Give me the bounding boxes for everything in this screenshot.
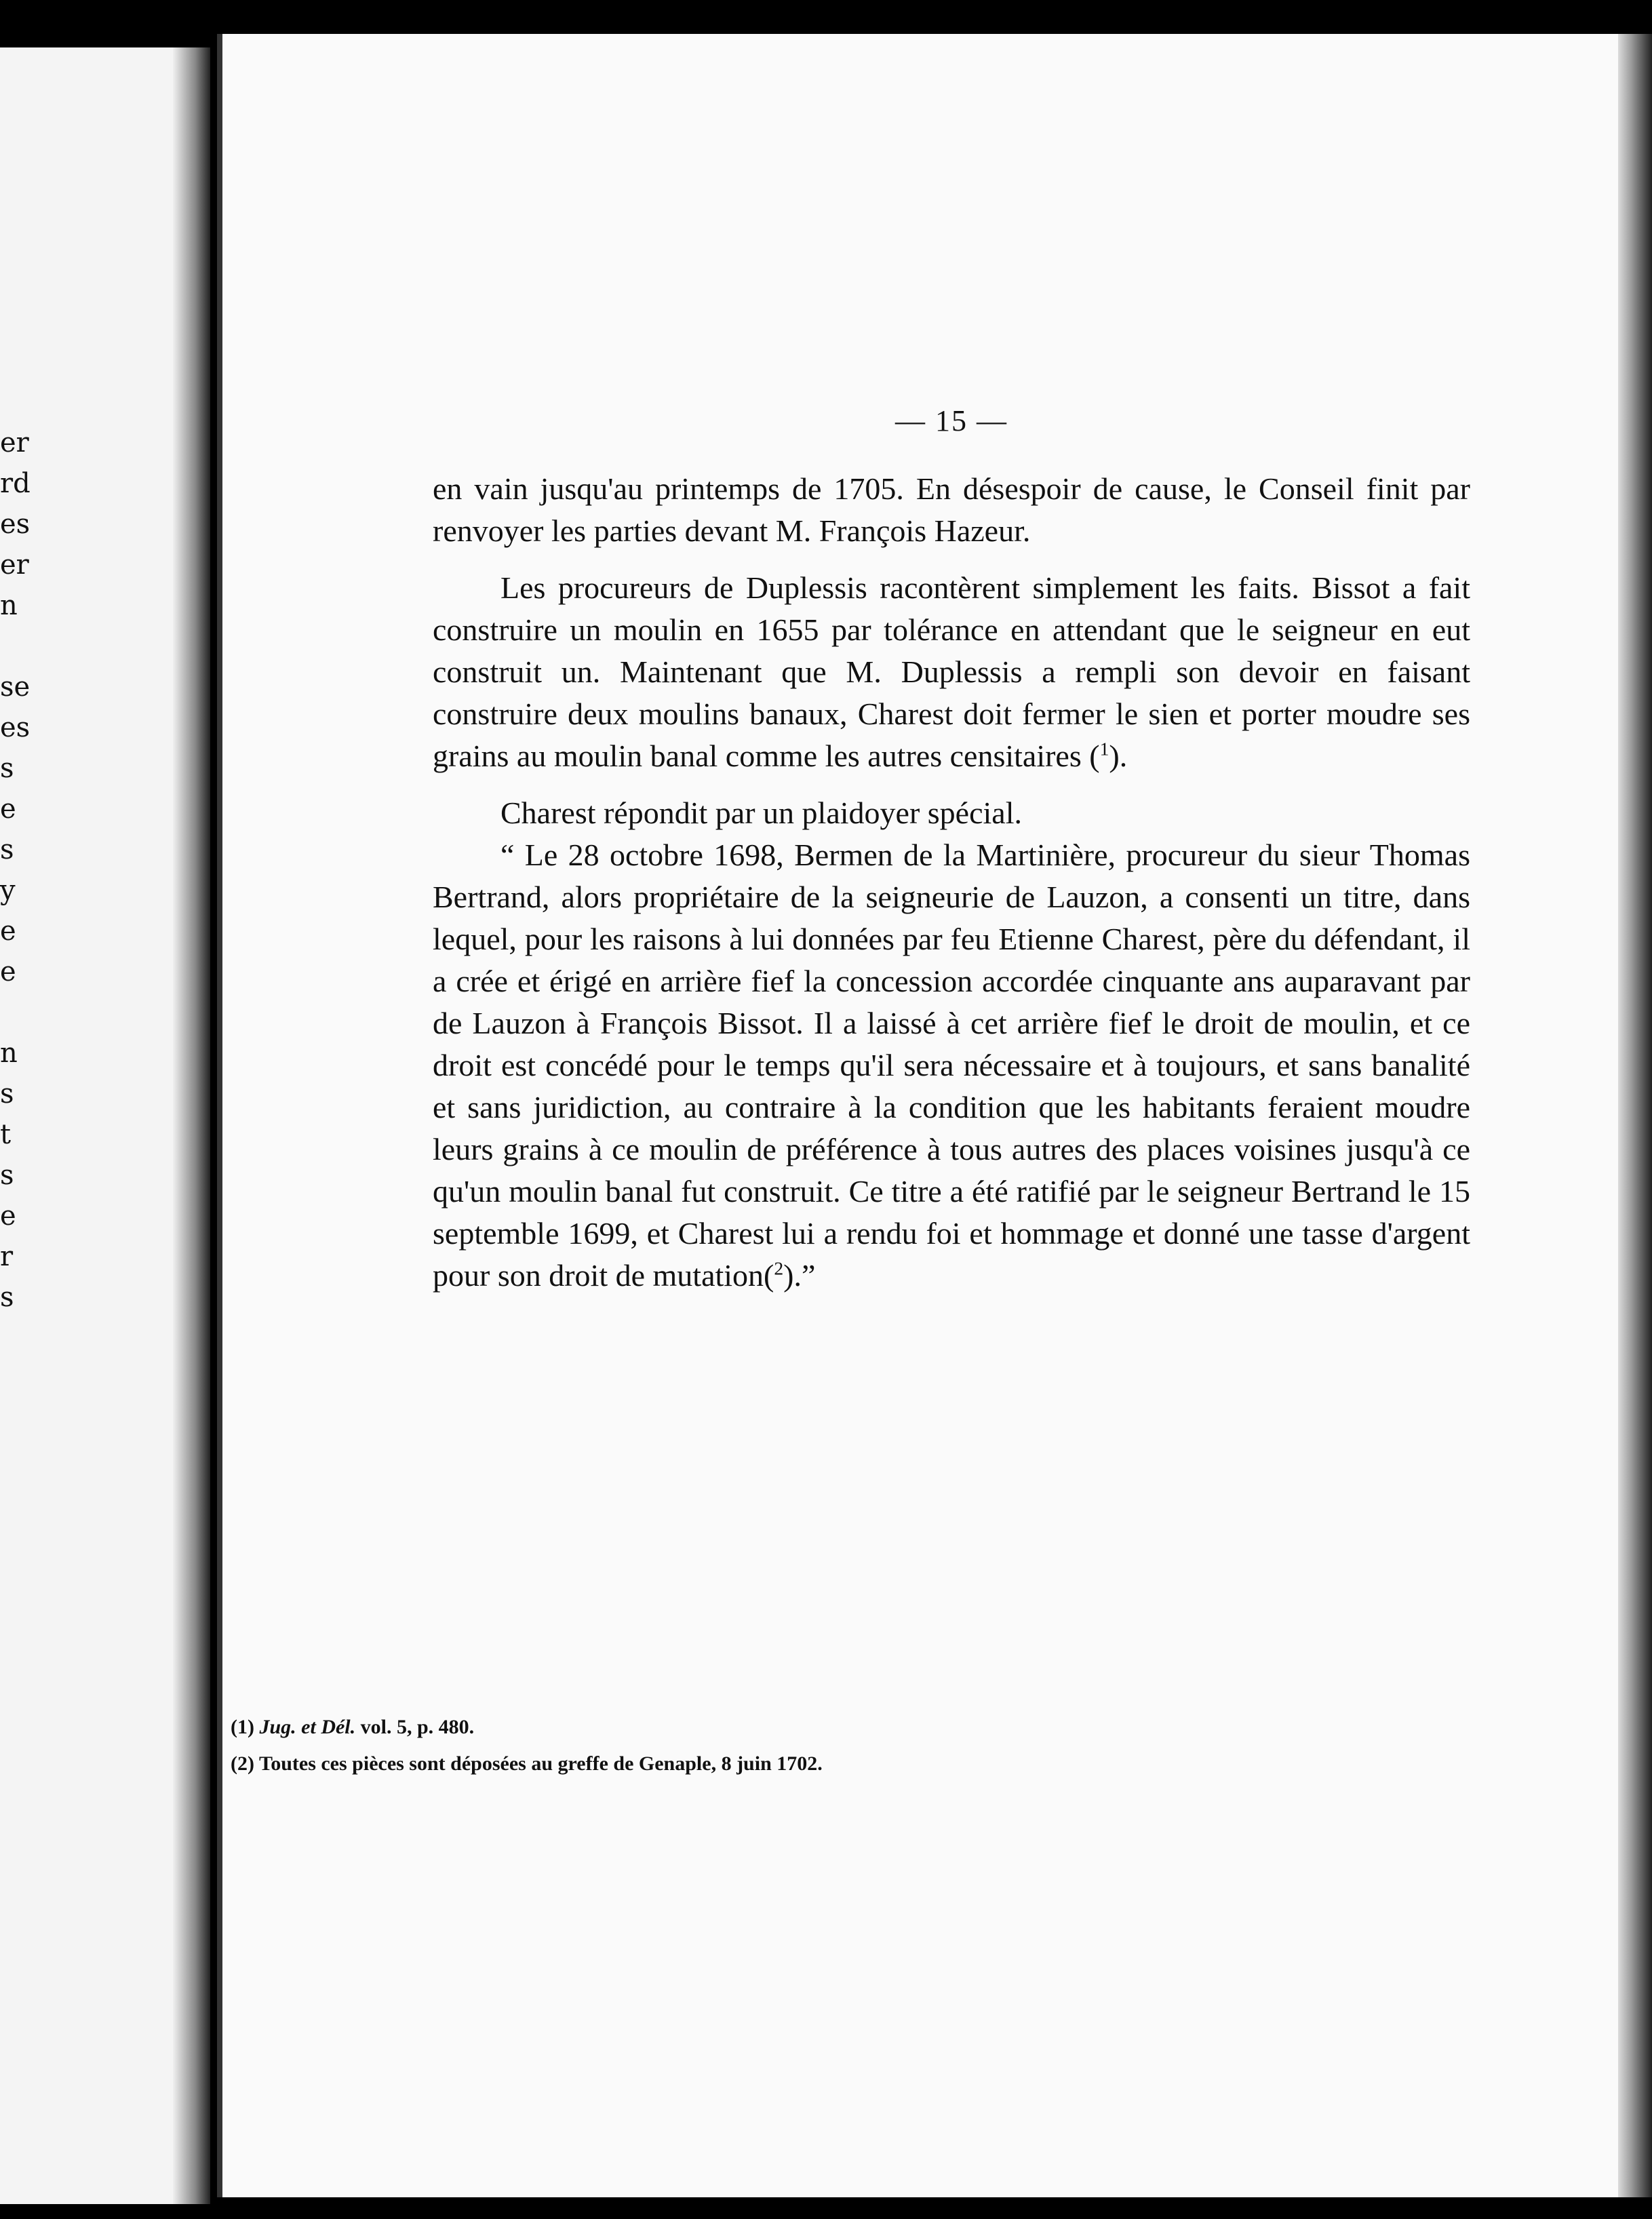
- left-fragment: er: [0, 549, 29, 581]
- footnote-italic: Jug. et Dél.: [259, 1716, 356, 1738]
- left-fragment: s: [0, 1078, 14, 1110]
- paragraph-text: Charest répondit par un plaidoyer spécial.: [500, 796, 1022, 830]
- left-fragment: e: [0, 956, 16, 987]
- left-fragment: s: [0, 1282, 14, 1313]
- left-fragment: rd: [0, 468, 31, 499]
- paragraph-3: [433, 792, 1470, 834]
- paragraph-1: [433, 468, 1470, 552]
- footnote-2: [231, 1746, 1248, 1782]
- paragraph-text: en vain jusqu'au printemps de 1705. En désespoir de cause, le Conseil finit par renvoyer les parties devant M. François Hazeur.: [433, 471, 1470, 548]
- footnotes: [231, 1709, 1248, 1782]
- footnote-1: [231, 1709, 1248, 1746]
- page-edge-shadow: [1618, 34, 1652, 2197]
- left-fragment: e: [0, 1200, 16, 1232]
- footnote-reference: 2: [774, 1257, 784, 1279]
- left-fragment: s: [0, 753, 14, 784]
- paragraph-4: [433, 834, 1470, 1297]
- paragraph-text: Les procureurs de Duplessis racontèrent simplement les faits. Bissot a fait construire un moulin en 1655 par tolérance en attendant que le seigneur en eut construit un. Maintenant que M. Duplessis a rempli son devoir en faisant construire deux moulins banaux, Charest doit fermer le sien et porter moudre ses grains au moulin banal comme les autres censitaires (: [433, 570, 1470, 773]
- footnote-mark: (1): [231, 1716, 254, 1738]
- left-fragment: n: [0, 590, 18, 621]
- left-fragment: y: [0, 875, 16, 906]
- page-body: [433, 468, 1470, 1297]
- footnote-text: vol. 5, p. 480.: [355, 1716, 475, 1738]
- left-fragment: es: [0, 712, 31, 743]
- left-fragment: s: [0, 834, 14, 865]
- left-fragment: e: [0, 916, 16, 947]
- left-fragment: s: [0, 1160, 14, 1191]
- paragraph-2: [433, 567, 1470, 777]
- paragraph-text-end: ).”: [783, 1258, 816, 1293]
- footnote-text: Toutes ces pièces sont déposées au greffe de Genaple, 8 juin 1702.: [254, 1752, 823, 1775]
- left-fragment: t: [0, 1119, 12, 1150]
- left-fragment: r: [0, 1241, 14, 1272]
- left-fragment: e: [0, 793, 16, 825]
- main-page: [217, 34, 1619, 2197]
- paragraph-text-end: ).: [1109, 739, 1128, 773]
- left-fragment: n: [0, 1038, 18, 1069]
- page-number: — 15 —: [895, 404, 1008, 437]
- left-fragment: es: [0, 509, 31, 540]
- book-gutter: [173, 47, 210, 2204]
- paragraph-text: “ Le 28 octobre 1698, Bermen de la Martinière, procureur du sieur Thomas Bertrand, alors propriétaire de la seigneurie de Lauzon, a consenti un titre, dans lequel, pour les raisons à lui données par feu Etienne Charest, père du défendant, il a crée et érigé en arrière fief la concession accordée cinquante ans auparavant par de Lauzon à François Bissot. Il a laissé à cet arrière fief le droit de moulin, et ce droit est concédé pour le temps qu'il sera nécessaire et à toujours, et sans banalité et sans juridiction, au contraire à la condition que les habitants feraient moudre leurs grains à ce moulin de préférence à tous autres des places voisines jusqu'à ce qu'un moulin banal fut construit. Ce titre a été ratifié par le seigneur Bertrand le 15 septemble 1699, et Charest lui a rendu foi et hommage et donné une tasse d'argent pour son droit de mutation(: [433, 838, 1470, 1293]
- footnote-mark: (2): [231, 1752, 254, 1775]
- left-fragment: er: [0, 427, 29, 458]
- footnote-reference: 1: [1099, 738, 1109, 760]
- left-fragment: se: [0, 671, 31, 703]
